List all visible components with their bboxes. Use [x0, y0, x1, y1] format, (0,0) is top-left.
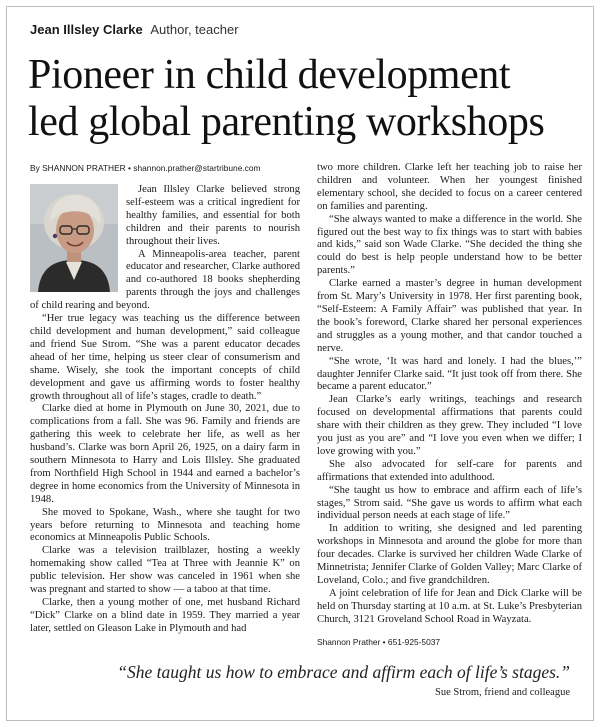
headline-line-1: Pioneer in child development: [28, 52, 511, 98]
paragraph: Jean Clarke’s early writings, teachings and research focused on developmental affirmations that parents could share with their children as they grew. They included “I love you just as you are” and “I love you even when we differ; I love growing with you.”: [317, 394, 582, 457]
paragraph: Clarke, then a young mother of one, met husband Richard “Dick” Clarke on a blind date in 1959. They married a year later, settled on Gleason Lake in Plymouth and had: [30, 597, 300, 634]
article-column-left: [30, 162, 300, 636]
paragraph: A joint celebration of life for Jean and Dick Clarke will be held on Thursday starting at 10 a.m. at St. Luke’s Presbyterian Church, 3121 Groveland School Road in Wayzata.: [317, 587, 582, 625]
paragraph: In addition to writing, she designed and led parenting workshops in Minnesota and around the globe for more than four decades. Clarke is survived her children Wade Clarke of Minnetrista; Jennifer Clarke of Golden Valley; Marc Clarke of Loveland, Colo.; and five grandchildren.: [317, 523, 582, 586]
portrait-photo: [30, 184, 118, 292]
kicker: [30, 22, 239, 38]
paragraph: “She taught us how to embrace and affirm each of life’s stages,” Strom said. “She gave us words to affirm what each individual person needs at each stage of life.”: [317, 484, 582, 522]
headline-line-2: led global parenting workshops: [28, 99, 545, 145]
pull-quote-text: “She taught us how to embrace and affirm each of life’s stages.”: [117, 662, 570, 682]
paragraph: Clarke died at home in Plymouth on June 30, 2021, due to complications from a fall. She was 96. Family and friends are gathering this week to celebrate her life, as well as her husband’s. Clarke was born April 26, 1925, on a dairy farm in southern Minnesota to Harry and Lois Illsley. She graduated from Northfield High School in 1944 and earned a bachelor’s degree in home economics from the University of Minnesota in 1948.: [30, 403, 300, 505]
paragraph: two more children. Clarke left her teaching job to raise her children and volunteer. When her youngest finished elementary school, she decided to focus on a career centered on families and parenting.: [317, 162, 582, 212]
pull-quote-attribution: Sue Strom, friend and colleague: [434, 687, 570, 698]
paragraph: Clarke earned a master’s degree in human development from St. Mary’s University in 1978. Her first parenting book, “Self-Esteem: A Family Affair” was published that year. In the book’s foreword, Clarke shared her personal experiences and struggles as a young mother, and that candor touched a nerve.: [317, 278, 582, 354]
pull-quote: [30, 662, 570, 700]
paragraph: A Minneapolis-area teacher, parent educator and researcher, Clarke authored and co-authored 18 books shepherding parents through the joys and challenges of child rearing and beyond.: [30, 248, 300, 312]
subject-role: Author, teacher: [150, 22, 239, 37]
paragraph: “She always wanted to make a difference in the world. She figured out the best way to fix things was to start with babies and kids,” said son Wade Clarke. “She decided the thing she could do best is help people understand how to be better parents.”: [317, 213, 582, 277]
headline: [28, 52, 588, 146]
byline: By SHANNON PRATHER • shannon.prather@startribune.com: [30, 163, 261, 173]
portrait-illustration: [30, 184, 118, 292]
article-column-right: [317, 162, 582, 648]
paragraph: Jean Illsley Clarke believed strong self-esteem was a critical ingredient for healthy families, and essential for both children and their parents to nourish throughout their lives.: [126, 184, 300, 247]
paragraph: She also advocated for self-care for parents and affirmations that extended into adulthood.: [317, 458, 582, 483]
paragraph: Clarke was a television trailblazer, hosting a weekly homemaking show called “Tea at Three with Jeannie K” on public television. Her show was canceled in 1961 when she was pregnant and started to show — a taboo at that time.: [30, 545, 300, 596]
subject-name: Jean Illsley Clarke: [30, 22, 143, 37]
paragraph: She moved to Spokane, Wash., where she taught for two years before returning to Minnesota and teaching home economics at Minneapolis Public Schools.: [30, 506, 300, 544]
author-signoff: Shannon Prather • 651-925-5037: [317, 636, 441, 647]
paragraph: “She wrote, ‘It was hard and lonely. I had the blues,’” daughter Jennifer Clarke said. “It just took off from there. She became a parent educator.”: [317, 355, 582, 393]
paragraph: “Her true legacy was teaching us the difference between child development and human development,” said colleague and friend Sue Strom. “She was a parent educator decades ahead of her time, helping us steer clear of consumerism and shame. Wisely, she took the important concepts of child development and gave us affirming words to foster healthy growth throughout all of life’s stages, cradle to death.”: [30, 313, 300, 402]
